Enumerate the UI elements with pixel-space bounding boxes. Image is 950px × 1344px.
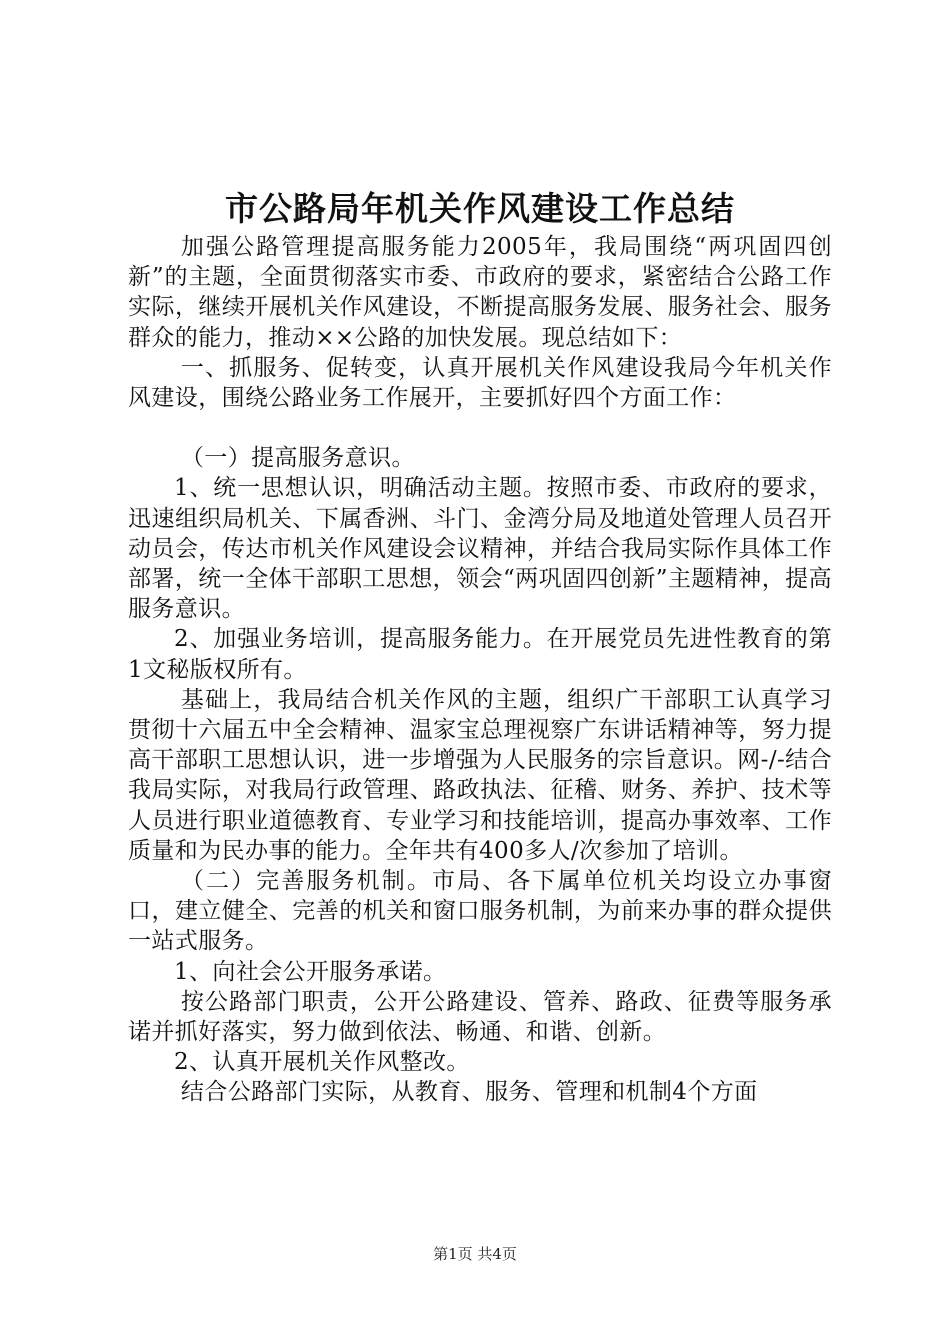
document-page bbox=[128, 186, 832, 1108]
paragraph-item-2: 2、加强业务培训，提高服务能力。在开展党员先进性教育的第1文秘版权所有。 bbox=[128, 626, 832, 683]
paragraph-rectification-detail: 结合公路部门实际，从教育、服务、管理和机制4个方面 bbox=[180, 1079, 758, 1106]
paragraph-section-1: 一、抓服务、促转变，认真开展机关作风建设我局今年机关作风建设，围绕公路业务工作展开，主要抓好四个方面工作： bbox=[128, 354, 832, 412]
paragraph-subsection-2: （二）完善服务机制。市局、各下属单位机关均设立办事窗口，建立健全、完善的机关和窗口服务机制，为前来办事的群众提供一站式服务。 bbox=[128, 868, 832, 955]
paragraph-item-1: 1、统一思想认识，明确活动主题。按照市委、市政府的要求，迅速组织局机关、下属香洲、斗门、金湾分局及地道处管理人员召开动员会，传达市机关作风建设会议精神，并结合我局实际作具体工作部署，统一全体干部职工思想，领会“两巩固四创新”主题精神，提高服务意识。 bbox=[128, 475, 832, 623]
paragraph-subsection-1: （一）提高服务意识。 bbox=[180, 445, 415, 472]
page-number-footer: 第1页 共4页 bbox=[433, 1245, 517, 1263]
paragraph-training: 基础上，我局结合机关作风的主题，组织广干部职工认真学习贯彻十六届五中全会精神、温家宝总理视察广东讲话精神等，努力提高干部职工思想认识，进一步增强为人民服务的宗旨意识。网-/-结合我局实际，对我局行政管理、路政执法、征稽、财务、养护、技术等人员进行职业道德教育、专业学习和技能培训，提高办事效率、工作质量和为民办事的能力。全年共有400多人/次参加了培训。 bbox=[128, 686, 832, 864]
paragraph-commitment-detail: 按公路部门职责，公开公路建设、管养、路政、征费等服务承诺并抓好落实，努力做到依法、畅通、和谐、创新。 bbox=[128, 988, 832, 1046]
document-title: 市公路局年机关作风建设工作总结 bbox=[225, 189, 735, 228]
paragraph-item-rectification: 2、认真开展机关作风整改。 bbox=[174, 1049, 470, 1076]
paragraph-intro: 加强公路管理提高服务能力2005年，我局围绕“两巩固四创新”的主题，全面贯彻落实市委、市政府的要求，紧密结合公路工作实际，继续开展机关作风建设，不断提高服务发展、服务社会、服务群众的能力，推动××公路的加快发展。现总结如下： bbox=[128, 234, 832, 351]
paragraph-item-public-commitment: 1、向社会公开服务承诺。 bbox=[174, 958, 447, 985]
paragraph-gap bbox=[128, 413, 832, 443]
